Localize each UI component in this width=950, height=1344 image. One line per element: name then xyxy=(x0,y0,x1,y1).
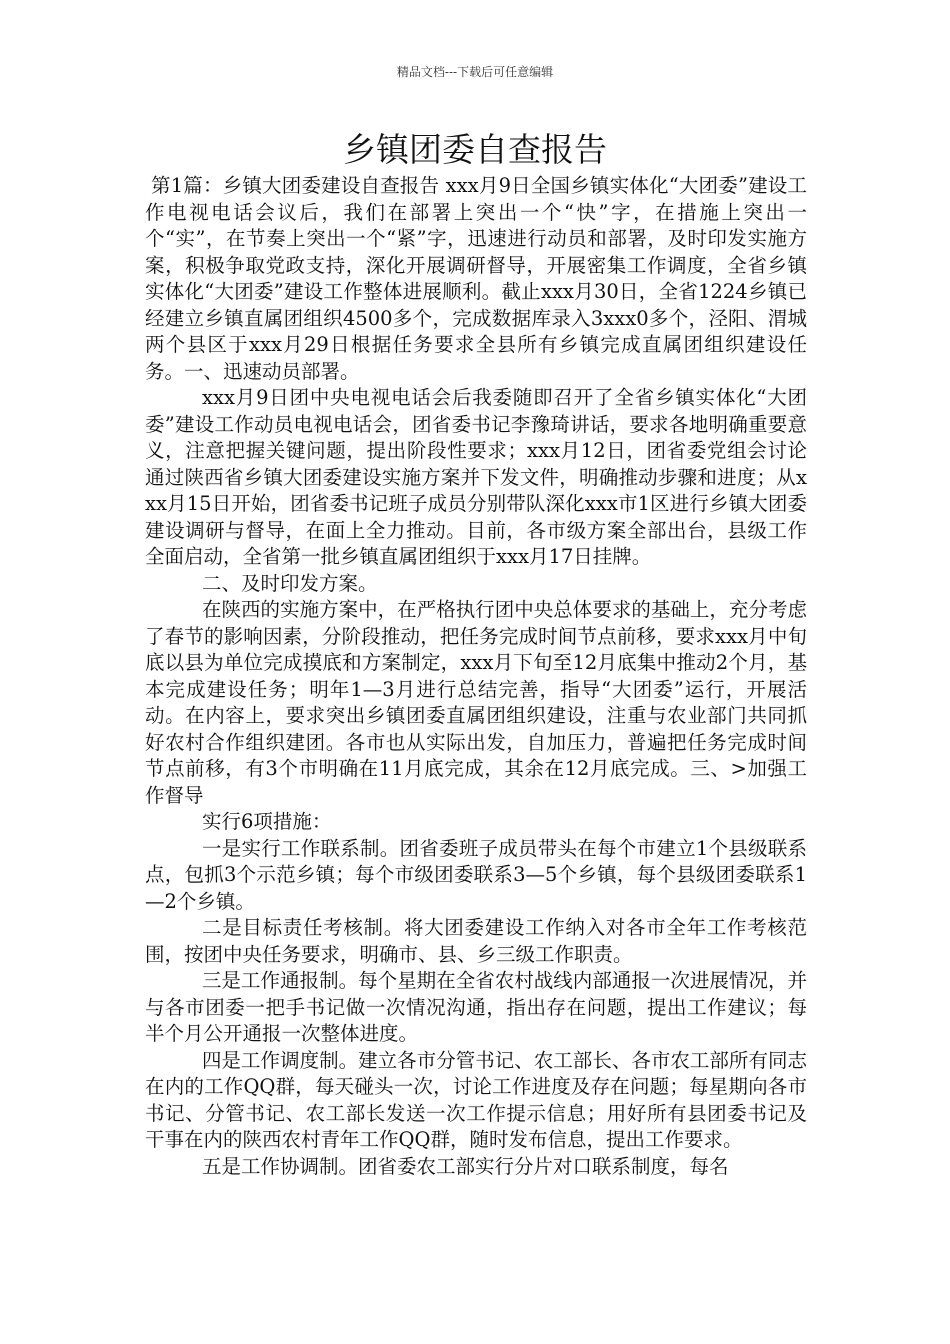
paragraph-3: 二、及时印发方案。 xyxy=(202,571,378,595)
paragraph-2: xxx月9日团中央电视电话会后我委随即召开了全省乡镇实体化“大团委”建设工作动员电视电话会，团省委书记李豫琦讲话，要求各地明确重要意义，注意把握关键问题，提出阶段性要求；xxx月12日，团省委党组会讨论通过陕西省乡镇大团委建设实施方案并下发文件，明确推动步骤和进度；从xxx月15日开始，团省委书记班子成员分别带队深化xxx市1区进行乡镇大团委建设调研与督导，在面上全力推动。目前，各市级方案全部出台，县级工作全面启动，全省第一批乡镇直属团组织于xxx月17日挂牌。 xyxy=(145,386,807,568)
paragraph-1: 第1篇：乡镇大团委建设自查报告 xxx月9日全国乡镇实体化“大团委”建设工作电视电话会议后，我们在部署上突出一个“快”字，在措施上突出一个“实”，在节奏上突出一个“紧”字，迅速进行动员和部署，及时印发实施方案，积极争取党政支持，深化开展调研督导，开展密集工作调度，全省乡镇实体化“大团委”建设工作整体进展顺利。截止xxx月30日，全省1224乡镇已经建立乡镇直属团组织4500多个，完成数据库录入3xxx0多个，泾阳、渭城两个县区于xxx月29日根据任务要求全县所有乡镇完成直属团组织建设任务。一、迅速动员部署。 xyxy=(145,174,807,383)
document-body xyxy=(145,173,807,1180)
paragraph-4: 在陕西的实施方案中，在严格执行团中央总体要求的基础上，充分考虑了春节的影响因素，分阶段推动，把任务完成时间节点前移，要求xxx月中旬底以县为单位完成摸底和方案制定，xxx月下旬至12月底集中推动2个月，基本完成建设任务；明年1—3月进行总结完善，指导“大团委”运行，开展活动。在内容上，要求突出乡镇团委直属团组织建设，注重与农业部门共同抓好农村合作组织建团。各市也从实际出发，自加压力，普遍把任务完成时间节点前移，有3个市明确在11月底完成，其余在12月底完成。三、>加强工作督导 xyxy=(145,598,807,807)
document-title: 乡镇团委自查报告 xyxy=(343,130,607,169)
paragraph-10: 五是工作协调制。团省委农工部实行分片对口联系制度，每名 xyxy=(202,1154,729,1178)
paragraph-7: 二是目标责任考核制。将大团委建设工作纳入对各市全年工作考核范围，按团中央任务要求，明确市、县、乡三级工作职责。 xyxy=(145,916,807,966)
paragraph-5: 实行6项措施： xyxy=(202,810,332,833)
paragraph-6: 一是实行工作联系制。团省委班子成员带头在每个市建立1个县级联系点，包抓3个示范乡镇；每个市级团委联系3—5个乡镇，每个县级团委联系1—2个乡镇。 xyxy=(145,836,807,913)
paragraph-9: 四是工作调度制。建立各市分管书记、农工部长、各市农工部所有同志在内的工作QQ群，每天碰头一次，讨论工作进度及存在问题；每星期向各市书记、分管书记、农工部长发送一次工作提示信息；用好所有县团委书记及干事在内的陕西农村青年工作QQ群，随时发布信息，提出工作要求。 xyxy=(145,1048,807,1151)
paragraph-8: 三是工作通报制。每个星期在全省农村战线内部通报一次进展情况，并与各市团委一把手书记做一次情况沟通，指出存在问题，提出工作建议；每半个月公开通报一次整体进度。 xyxy=(145,969,807,1045)
page-header: 精品文档---下载后可任意编辑 xyxy=(396,65,554,79)
